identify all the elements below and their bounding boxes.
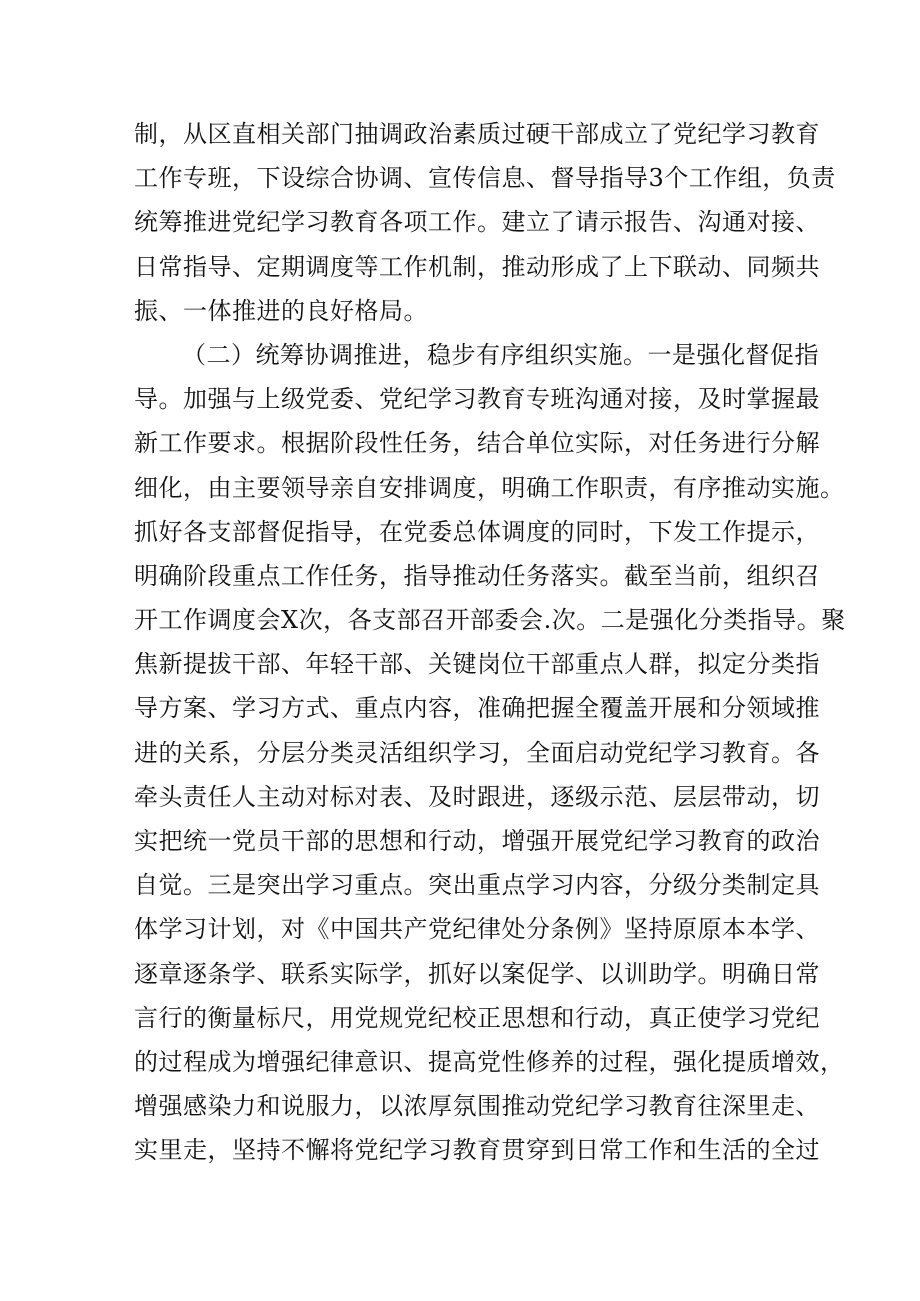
text-line-24: 实里走，坚持不懈将党纪学习教育贯穿到日常工作和生活的全过 xyxy=(134,1136,820,1165)
section-heading-line: （二）统筹协调推进，稳步有序组织实施。一是强化督促指 xyxy=(182,340,819,369)
text-line-18: 自觉。三是突出学习重点。突出重点学习内容，分级分类制定具 xyxy=(134,871,820,900)
text-line-20: 逐章逐条学、联系实际学，抓好以案促学、以训助学。明确日常 xyxy=(134,959,820,988)
text-line-16: 牵头责任人主动对标对表、及时跟进，逐级示范、层层带动，切 xyxy=(134,782,820,811)
text-line-21: 言行的衡量标尺，用党规党纪校正思想和行动，真正使学习党纪 xyxy=(134,1003,820,1032)
text-line-22: 的过程成为增强纪律意识、提高党性修养的过程，强化提质增效， xyxy=(134,1047,845,1076)
text-line-5: 振、一体推进的良好格局。 xyxy=(134,296,428,325)
text-line-17: 实把统一党员干部的思想和行动，增强开展党纪学习教育的政治 xyxy=(134,827,820,855)
text-line-23: 增强感染力和说服力，以浓厚氛围推动党纪学习教育往深里走、 xyxy=(134,1092,820,1121)
text-line-11: 明确阶段重点工作任务，指导推动任务落实。截至当前，组织召 xyxy=(134,561,820,590)
text-line-12: 开工作调度会X次，各支部召开部委会.次。二是强化分类指导。聚 xyxy=(134,606,846,635)
text-line-1: 制，从区直相关部门抽调政治素质过硬干部成立了党纪学习教育 xyxy=(134,120,820,148)
text-line-3: 统筹推进党纪学习教育各项工作。建立了请示报告、沟通对接、 xyxy=(134,208,820,237)
text-line-4: 日常指导、定期调度等工作机制，推动形成了上下联动、同频共 xyxy=(134,252,820,281)
text-line-9: 细化，由主要领导亲自安排调度，明确工作职责，有序推动实施。 xyxy=(134,473,845,502)
text-line-19: 体学习计划，对《中国共产党纪律处分条例》坚持原原本本学、 xyxy=(134,915,820,944)
body-text xyxy=(134,112,846,1173)
text-line-10: 抓好各支部督促指导，在党委总体调度的同时，下发工作提示， xyxy=(134,517,820,546)
text-line-8: 新工作要求。根据阶段性任务，结合单位实际，对任务进行分解 xyxy=(134,429,820,458)
text-line-7: 导。加强与上级党委、党纪学习教育专班沟通对接，及时掌握最 xyxy=(134,385,820,414)
text-line-13: 焦新提拔干部、年轻干部、关键岗位干部重点人群，拟定分类指 xyxy=(134,650,820,679)
text-line-15: 进的关系，分层分类灵活组织学习，全面启动党纪学习教育。各 xyxy=(134,738,820,767)
text-line-14: 导方案、学习方式、重点内容，准确把握全覆盖开展和分领域推 xyxy=(134,694,820,723)
text-line-2: 工作专班，下设综合协调、宣传信息、督导指导3个工作组，负责 xyxy=(134,164,836,193)
